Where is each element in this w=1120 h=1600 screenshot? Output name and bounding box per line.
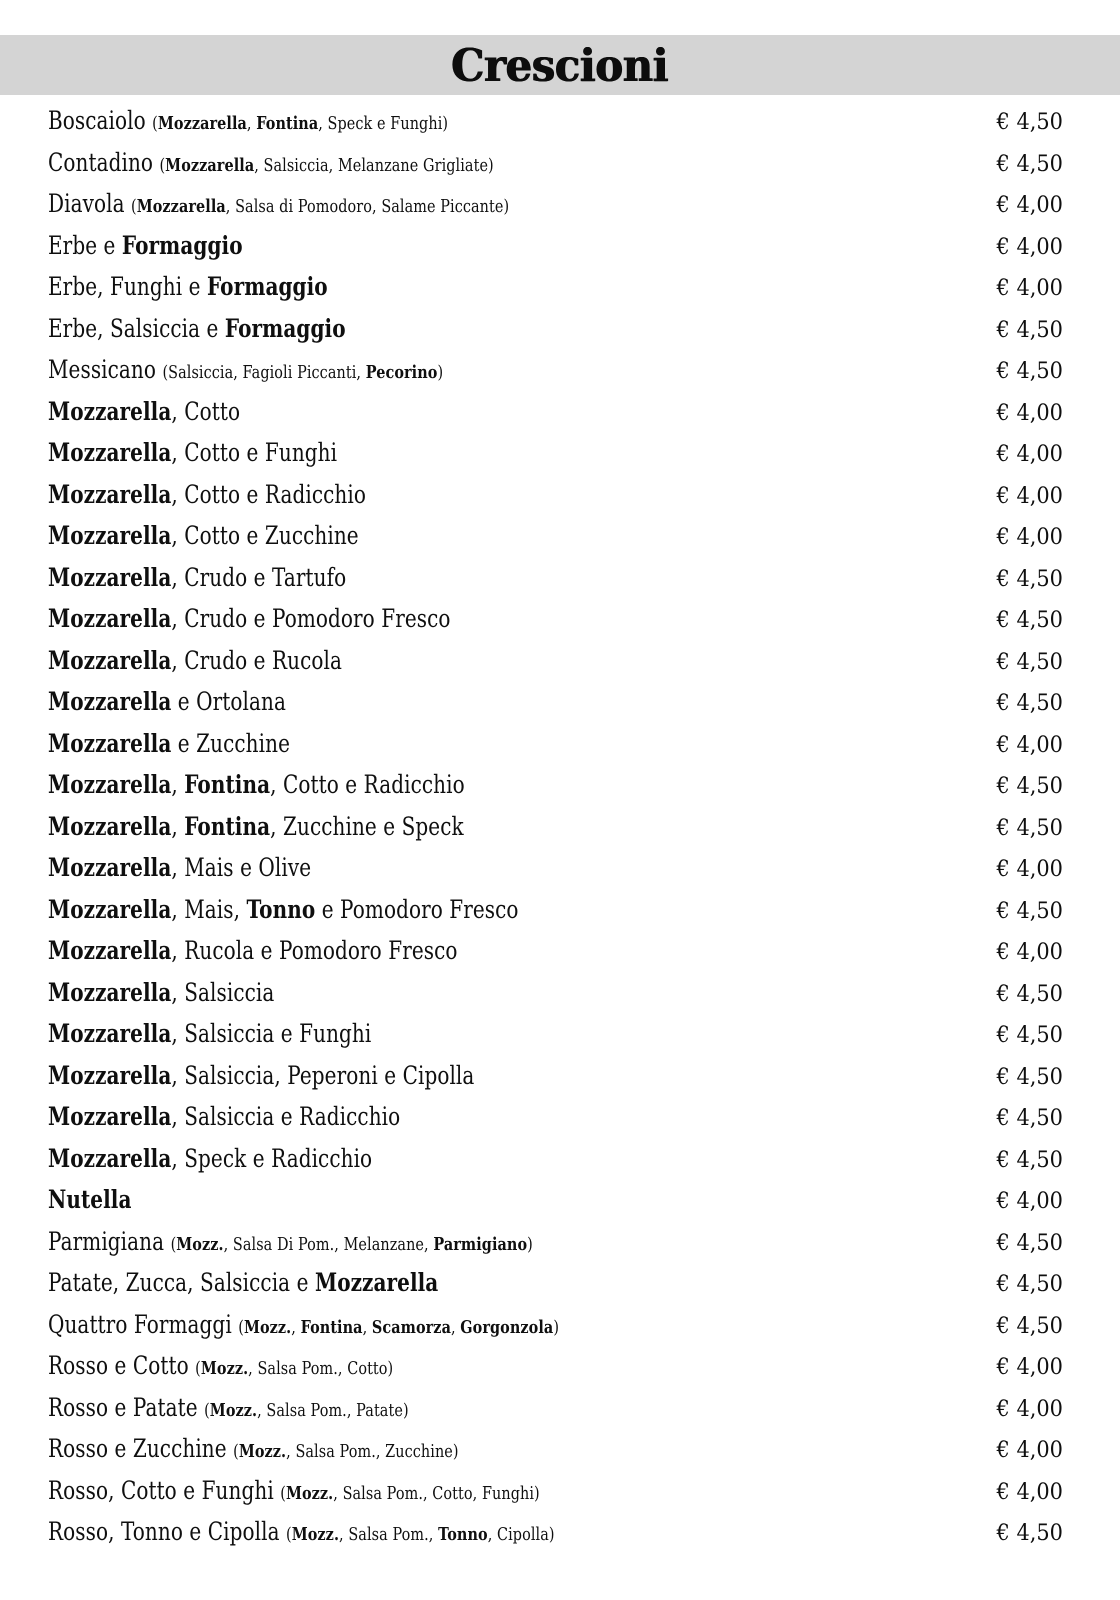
menu-item-price: € 4,50 [996,1272,1063,1297]
menu-item-price: € 4,00 [996,442,1063,467]
menu-item-row [0,515,1120,557]
menu-item-price: € 4,50 [996,1521,1063,1546]
menu-item-name: Mozzarella, Cotto [48,396,241,426]
menu-item-row [0,391,1120,433]
menu-item-name: Mozzarella, Crudo e Rucola [48,645,343,675]
menu-item-price: € 4,50 [996,608,1063,633]
menu-item-name: Rosso e Cotto (Mozz., Salsa Pom., Cotto) [48,1351,394,1380]
menu-item-price: € 4,50 [996,151,1063,177]
menu-item-row [0,847,1120,889]
section-header-band [0,35,1120,95]
menu-item-price: € 4,50 [996,1023,1063,1048]
menu-item-price: € 4,50 [996,815,1063,841]
menu-item-price: € 4,50 [996,359,1063,384]
menu-item-price: € 4,50 [996,1147,1063,1173]
menu-item-price: € 4,00 [996,193,1063,218]
menu-item-name: Mozzarella e Zucchine [48,728,290,758]
menu-item-price: € 4,00 [996,1438,1063,1463]
menu-item-price: € 4,00 [996,857,1063,882]
menu-item-name: Mozzarella, Mais e Olive [48,853,312,882]
menu-item-name: Mozzarella, Cotto e Zucchine [48,521,359,550]
menu-item-name: Mozzarella, Salsiccia e Funghi [48,1019,372,1048]
menu-item-row [0,1221,1120,1263]
menu-item-name: Mozzarella, Salsiccia, Peperoni e Cipolla [48,1060,475,1090]
menu-item-row [0,930,1120,972]
menu-item-row [0,764,1120,806]
menu-item-row [0,308,1120,350]
menu-item-price: € 4,50 [996,649,1063,675]
page-title: Crescioni [451,38,669,92]
menu-item-name: Erbe e Formaggio [48,230,243,260]
menu-item-row [0,100,1120,142]
menu-item-row [0,1055,1120,1097]
menu-item-price: € 4,00 [996,483,1063,509]
menu-item-name: Mozzarella, Crudo e Pomodoro Fresco [48,604,451,633]
menu-item-name: Rosso, Cotto e Funghi (Mozz., Salsa Pom., Cotto, Funghi) [48,1475,540,1505]
menu-item-price: € 4,50 [996,1313,1063,1339]
menu-item-price: € 4,50 [996,566,1063,592]
menu-item-row [0,972,1120,1014]
menu-item-price: € 4,00 [996,732,1063,758]
menu-item-name: Mozzarella, Cotto e Radicchio [48,479,366,509]
menu-item-name: Rosso, Tonno e Cipolla (Mozz., Salsa Pom., Tonno, Cipolla) [48,1517,555,1546]
menu-item-name: Mozzarella, Cotto e Funghi [48,438,338,467]
menu-item-price: € 4,00 [996,1479,1063,1505]
menu-item-price: € 4,50 [996,898,1063,924]
menu-item-name: Mozzarella, Crudo e Tartufo [48,562,347,592]
menu-item-name: Mozzarella, Rucola e Pomodoro Fresco [48,936,458,965]
menu-item-price: € 4,00 [996,400,1063,426]
menu-item-name: Mozzarella, Salsiccia [48,977,275,1007]
menu-item-price: € 4,00 [996,1396,1063,1422]
menu-item-row [0,183,1120,225]
menu-item-row [0,432,1120,474]
menu-item-row [0,1138,1120,1180]
menu-item-price: € 4,50 [996,981,1063,1007]
menu-item-name: Erbe, Funghi e Formaggio [48,272,328,301]
menu-item-row [0,1096,1120,1138]
menu-item-price: € 4,00 [996,1355,1063,1380]
menu-item-row [0,266,1120,308]
menu-item-row [0,1304,1120,1346]
menu-item-price: € 4,50 [996,691,1063,716]
menu-item-row [0,349,1120,391]
menu-item-price: € 4,00 [996,234,1063,260]
menu-item-name: Mozzarella, Fontina, Cotto e Radicchio [48,770,465,799]
menu-item-name: Quattro Formaggi (Mozz., Fontina, Scamorza, Gorgonzola) [48,1309,560,1339]
menu-item-price: € 4,00 [996,525,1063,550]
menu-item-name: Diavola (Mozzarella, Salsa di Pomodoro, Salame Piccante) [48,189,510,218]
menu-item-name: Messicano (Salsiccia, Fagioli Piccanti, Pecorino) [48,355,444,384]
menu-item-name: Nutella [48,1185,132,1214]
menu-item-name: Boscaiolo (Mozzarella, Fontina, Speck e Funghi) [48,106,449,135]
menu-item-name: Contadino (Mozzarella, Salsiccia, Melanzane Grigliate) [48,147,494,177]
menu-item-name: Patate, Zucca, Salsiccia e Mozzarella [48,1268,439,1297]
menu-item-row [0,1511,1120,1553]
menu-item-list [0,100,1120,1553]
menu-item-name: Mozzarella e Ortolana [48,687,286,716]
menu-item-row [0,640,1120,682]
menu-item-name: Mozzarella, Salsiccia e Radicchio [48,1102,401,1131]
menu-item-row [0,557,1120,599]
menu-item-row [0,1345,1120,1387]
menu-item-price: € 4,50 [996,1230,1063,1256]
menu-item-row [0,681,1120,723]
menu-item-price: € 4,50 [996,1106,1063,1131]
menu-item-name: Mozzarella, Mais, Tonno e Pomodoro Fresco [48,894,519,924]
menu-item-price: € 4,50 [996,774,1063,799]
menu-item-price: € 4,50 [996,1064,1063,1090]
menu-item-row [0,723,1120,765]
menu-item-row [0,142,1120,184]
menu-item-row [0,1387,1120,1429]
menu-item-row [0,1428,1120,1470]
menu-item-name: Rosso e Zucchine (Mozz., Salsa Pom., Zucchine) [48,1434,459,1463]
menu-item-row [0,225,1120,267]
menu-item-row [0,1470,1120,1512]
menu-item-price: € 4,50 [996,110,1063,135]
menu-item-row [0,806,1120,848]
menu-item-row [0,889,1120,931]
menu-item-row [0,1179,1120,1221]
menu-item-row [0,474,1120,516]
menu-item-row [0,1262,1120,1304]
menu-item-row [0,1013,1120,1055]
menu-item-name: Mozzarella, Fontina, Zucchine e Speck [48,811,464,841]
menu-item-price: € 4,00 [996,940,1063,965]
menu-item-row [0,598,1120,640]
menu-item-price: € 4,50 [996,317,1063,343]
menu-item-name: Parmigiana (Mozz., Salsa Di Pom., Melanzane, Parmigiano) [48,1226,533,1256]
menu-item-name: Rosso e Patate (Mozz., Salsa Pom., Patate) [48,1392,409,1422]
menu-item-name: Erbe, Salsiccia e Formaggio [48,313,346,343]
menu-item-price: € 4,00 [996,276,1063,301]
menu-item-name: Mozzarella, Speck e Radicchio [48,1143,373,1173]
menu-item-price: € 4,00 [996,1189,1063,1214]
